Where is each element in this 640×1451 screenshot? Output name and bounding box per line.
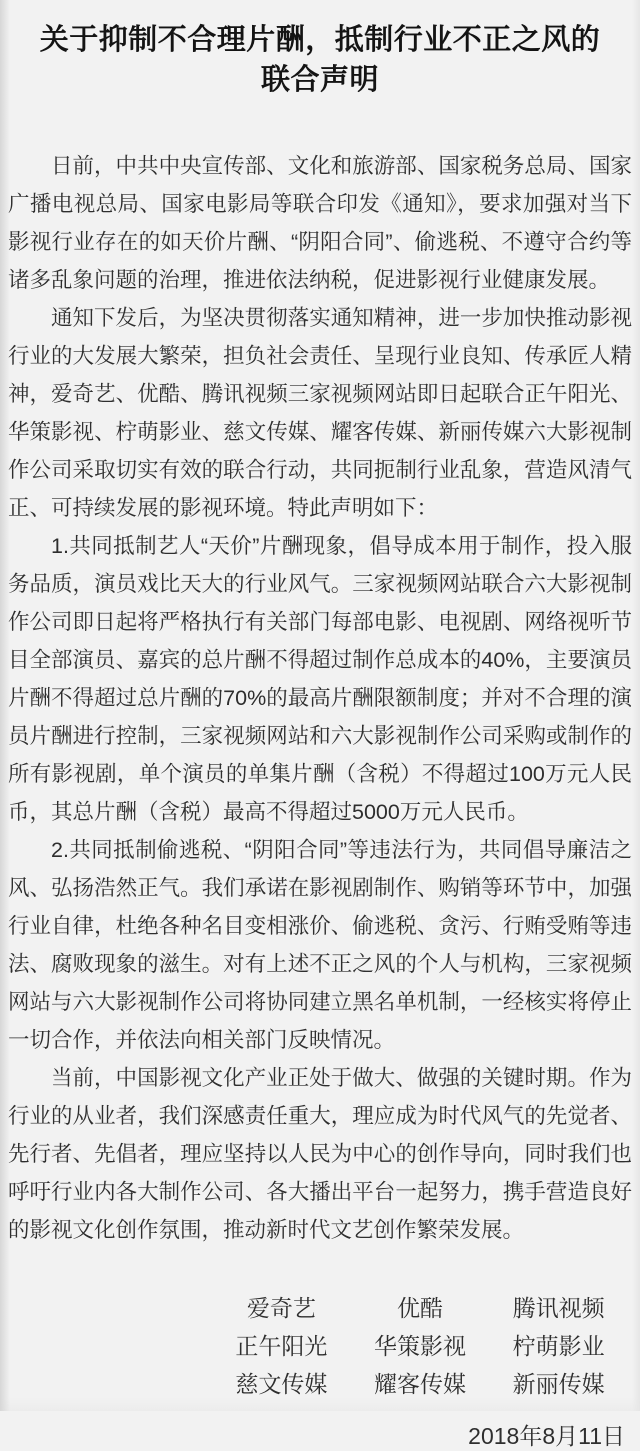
signature-huace-film-tv: 华策影视	[373, 1333, 466, 1359]
signature-ciwen-media: 慈文传媒	[235, 1371, 328, 1397]
statement-paragraph-closing: 当前，中国影视文化产业正处于做大、做强的关键时期。作为行业的从业者，我们深感责任重大，理应成为时代风气的先觉者、先行者、先倡者，理应坚持以人民为中心的创作导向，同时我们也呼吁行业内各大制作公司、各大播出平台一起努力，携手营造良好的影视文化创作氛围，推动新时代文艺创作繁荣发展。	[8, 1066, 632, 1242]
signature-youku: 优酷	[396, 1295, 443, 1321]
statement-paragraph-item-2-tax-blacklist: 2.共同抵制偷逃税、“阴阳合同”等违法行为，共同倡导廉洁之风、弘扬浩然正气。我们承诺在影视剧制作、购销等环节中，加强行业自律，杜绝各种名目变相涨价、偷逃税、贪污、行贿受贿等违法、腐败现象的滋生。对有上述不正之风的个人与机构，三家视频网站与六大影视制作公司将协同建立黑名单机制，一经核实将停止一切合作，并依法向相关部门反映情况。	[8, 838, 632, 1052]
statement-paragraph-item-1-pay-cap: 1.共同抵制艺人“天价”片酬现象，倡导成本用于制作，投入服务品质，演员戏比天大的行业风气。三家视频网站联合六大影视制作公司即日起将严格执行有关部门每部电影、电视剧、网络视听节目全部演员、嘉宾的总片酬不得超过制作总成本的40%，主要演员片酬不得超过总片酬的70%的最高片酬限额制度；并对不合理的演员片酬进行控制，三家视频网站和六大影视制作公司采购或制作的所有影视剧，单个演员的单集片酬（含税）不得超过100万元人民币，其总片酬（含税）最高不得超过5000万元人民币。	[8, 534, 632, 824]
signature-linmon-pictures: 柠萌影业	[512, 1333, 605, 1359]
statement-paragraph-joint-action: 通知下发后，为坚决贯彻落实通知精神，进一步加快推动影视行业的大发展大繁荣，担负社会责任、呈现行业良知、传承匠人精神，爱奇艺、优酷、腾讯视频三家视频网站即日起联合正午阳光、华策影视、柠萌影业、慈文传媒、耀客传媒、新丽传媒六大影视制作公司采取切实有效的联合行动，共同扼制行业乱象，营造风清气正、可持续发展的影视环境。特此声明如下：	[8, 306, 632, 520]
statement-body	[8, 147, 632, 1249]
signature-block	[212, 1289, 632, 1403]
signature-tencent-video: 腾讯视频	[512, 1295, 605, 1321]
signature-new-classics-media: 新丽传媒	[512, 1371, 605, 1397]
statement-title: 关于抑制不合理片酬，抵制行业不正之风的联合声明	[39, 24, 601, 96]
signature-daylight-entertainment: 正午阳光	[235, 1333, 328, 1359]
statement-date: 2018年8月11日	[468, 1423, 625, 1449]
statement-paragraph-intro: 日前，中共中央宣传部、文化和旅游部、国家税务总局、国家广播电视总局、国家电影局等联合印发《通知》，要求加强对当下影视行业存在的如天价片酬、“阴阳合同”、偷逃税、不遵守合约等诸多乱象问题的治理，推进依法纳税，促进影视行业健康发展。	[8, 154, 632, 292]
signature-yaoke-media: 耀客传媒	[373, 1371, 466, 1397]
signature-iqiyi: 爱奇艺	[246, 1295, 316, 1321]
